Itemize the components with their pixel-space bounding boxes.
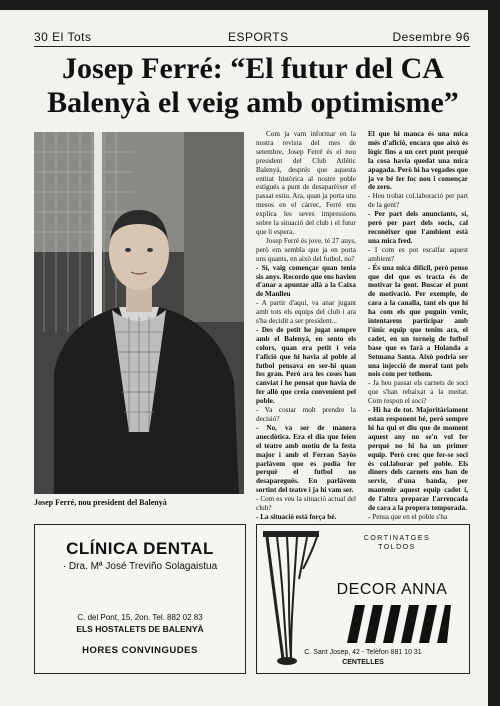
paragraph: - A partir d'aquí, va anar jugant amb tots els equips del club i ara s'ha decidit a ser president... bbox=[256, 299, 356, 326]
paragraph: - Com es veu la situació actual del club? bbox=[256, 495, 356, 513]
ad-address: C. del Pont, 15, 2on. Tel. 882 02 83 bbox=[77, 613, 203, 622]
paragraph: Josep Ferré és jove, té 27 anys, però em sembla que ja en porta uns quants, en això del futbol, no? bbox=[256, 236, 356, 263]
paragraph: - Heu trobat col.laboració per part de la gent? bbox=[368, 192, 468, 210]
ad-doctor: · Dra. Mª José Treviño Solagaistua bbox=[62, 561, 218, 572]
article-column-1 bbox=[256, 130, 356, 522]
ad-town: CENTELLES bbox=[342, 659, 384, 666]
paragraph: - Ja heu passat els carnets de soci que s'han rebaixat a la meitat. Com respon el soci? bbox=[368, 379, 468, 406]
page-number-and-magazine: 30 El Tots bbox=[34, 30, 92, 44]
ad-hours: HORES CONVINGUDES bbox=[82, 645, 198, 656]
paragraph: - És una mica difícil, però penso que del que es tracta és de motivar la gent. Buscar el punt de motivació. Per exemple, de cara a la canalla, tant els que hi ha com els que puguin venir, intentarem participar amb l'únic equip que tenim ara, el cadet, en un torneig de futbol base que es farà a Holanda a Setmana Santa. Això podria ser una injecció de moral tant pels nois com per tothom. bbox=[368, 263, 468, 379]
awning-logo-icon bbox=[343, 603, 453, 645]
paragraph: - La situació està força bé. bbox=[256, 512, 337, 521]
portrait-image bbox=[34, 132, 244, 494]
paragraph: - Va costar molt prendre la decisió? bbox=[256, 406, 356, 423]
top-border bbox=[0, 0, 500, 10]
ad-title: CLÍNICA DENTAL bbox=[66, 539, 214, 558]
portrait-photo bbox=[34, 132, 244, 494]
page-edge-shadow bbox=[488, 0, 500, 706]
paragraph: - No, va ser de manera anecdòtica. Era el dia que feien el teatre amb motiu de la festa major i amb el Ferran Sayós parlàvem que es podia fer perquè el futbol no desaparegués. En parlàvem sortint del teatre i ja hi vam ser. bbox=[256, 423, 356, 495]
ad-service-awnings: TOLDOS bbox=[378, 544, 416, 551]
paragraph: - Sí, vaig començar quan tenia sis anys. Recordo que ens havien d'anar a apuntar allà a la Caixa de Manlleu bbox=[256, 263, 356, 299]
ad-service-curtains: CORTINATGES bbox=[363, 535, 431, 542]
paragraph: - Des de petit he jugat sempre amb el Balenyà, en sento els colors, quan era petit i veia l'afició que hi havia al poble al futbol pensava en ser-hi quan fos gran. Però ara les coses han canviat i he pensat que havia de fer allò que creia convenient pel poble. bbox=[256, 325, 356, 406]
section-title: ESPORTS bbox=[228, 30, 289, 44]
ad-location: ELS HOSTALETS DE BALENYÀ bbox=[76, 624, 204, 634]
photo-caption: Josep Ferré, nou president del Balenyà bbox=[34, 498, 167, 507]
article-headline: Josep Ferré: “El futur del CA Balenyà el veig amb optimisme” bbox=[47, 52, 459, 119]
article-column-2 bbox=[368, 130, 468, 522]
dental-clinic-ad bbox=[34, 524, 246, 674]
paragraph: El que hi manca és una mica més d'afició, encara que això és lògic fins a un cert punt perquè la cosa havia quedat una mica apagada. Però hi ha vegades que ja ve bé fer foc nou i començar de zero. bbox=[368, 130, 468, 192]
issue-date: Desembre 96 bbox=[392, 30, 470, 44]
ad-address: C. Sant Josep, 42 - Telèfon 881 10 31 bbox=[304, 649, 422, 656]
ad-business-name: DECOR ANNA bbox=[336, 581, 448, 598]
decor-anna-ad bbox=[256, 524, 470, 674]
paragraph: - I com es pot escalfar aquest ambient? bbox=[368, 245, 468, 263]
paragraph: - Hi ha de tot. Majoritàriament estan responent bé, però sempre hi ha qui et diu que de moment aquest any no se'n vol fer perquè no hi ha un primer equip. Però crec que fer-se soci és col.laborar pel poble. Els diners dels carnets ens han de servir, d'una banda, per mantenir aquest equip cadet i, de l'altra preparar l'arrencada de cara a la propera temporada. bbox=[368, 406, 468, 513]
paragraph: - Per part dels anunciants, sí, però per part dels socis, cal reconèixer que l'ambient està una mica fred. bbox=[368, 210, 468, 245]
header-rule bbox=[34, 46, 470, 47]
paragraph: Com ja vam informar en la nostra revista del mes de setembre, Josep Ferré és el nou president del Club Atlètic Balenyà, després que aquesta entitat històrica al nostre poble estigués a punt de desaparèixer el passat estiu. Ara, quan ja porta uns mesos en el càrrec, Ferré ens explica les seves impressions sobre la situació del club i el futur que li espera. bbox=[256, 130, 356, 236]
curtain-icon bbox=[261, 529, 321, 669]
paragraph: - Pensa que en el poble s'ha bbox=[368, 512, 448, 521]
